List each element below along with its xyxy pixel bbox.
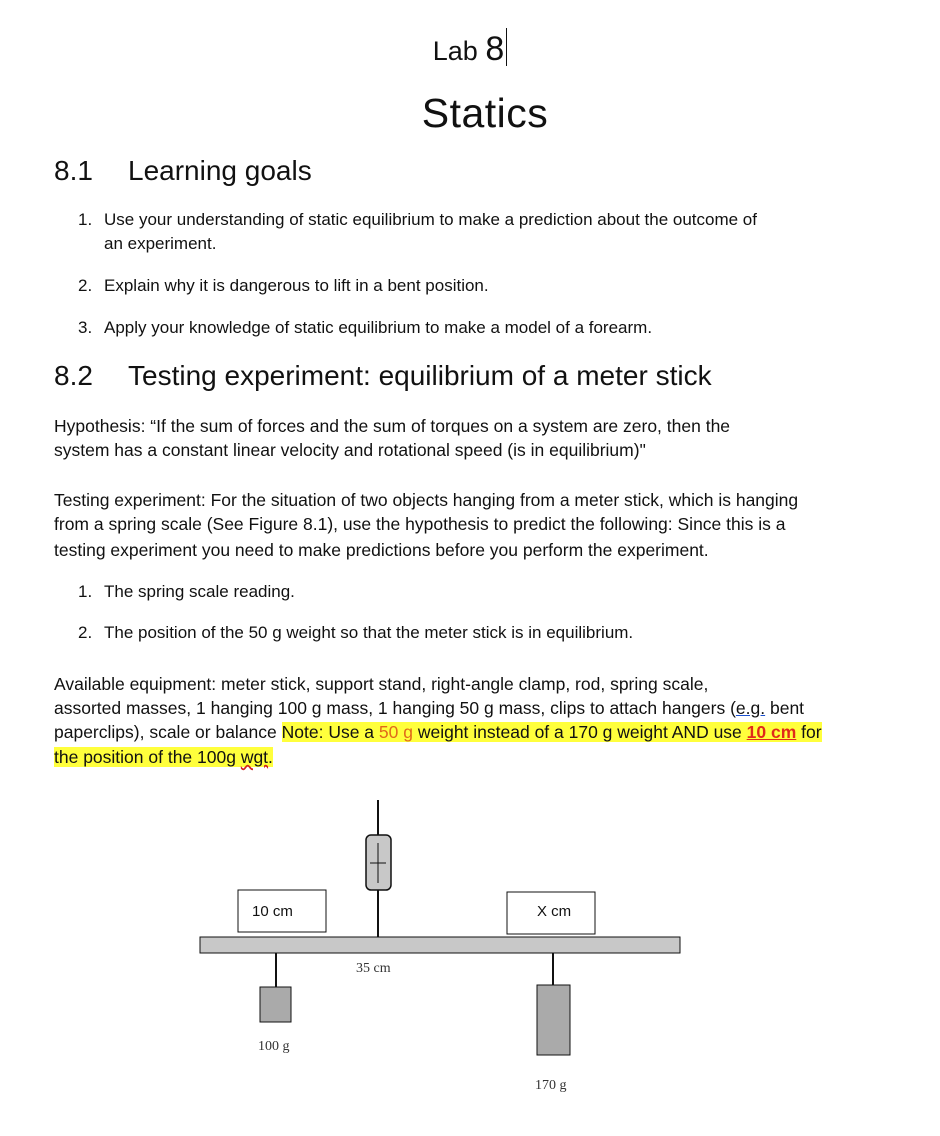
lab-prefix: Lab	[432, 36, 478, 66]
equipment-line	[54, 745, 273, 769]
section-heading-learning-goals	[54, 155, 312, 187]
label-right: X cm	[537, 903, 572, 920]
pivot-label: 35 cm	[356, 961, 391, 976]
meter-stick-diagram	[190, 795, 690, 1105]
equipment-line	[54, 720, 822, 744]
list-text: Apply your knowledge of static equilibrium to make a model of a forearm.	[104, 318, 653, 337]
note-wgt: wgt	[240, 747, 269, 767]
testing-line: Testing experiment: For the situation of two objects hanging from a meter stick, which is hanging	[54, 490, 799, 510]
note-highlight	[282, 722, 822, 742]
lab-header	[0, 28, 940, 69]
equipment-eg: e.g.	[735, 698, 766, 718]
mass-right	[537, 985, 570, 1055]
note-text: the position of the 100g	[54, 747, 241, 767]
equipment-line: Available equipment: meter stick, support stand, right-angle clamp, rod, spring scale,	[54, 674, 709, 694]
section-title: Learning goals	[128, 155, 312, 186]
hypothesis-line: system has a constant linear velocity and rotational speed (is in equilibrium)"	[54, 440, 646, 460]
label-left: 10 cm	[252, 903, 293, 920]
note-10cm: 10 cm	[746, 722, 797, 742]
testing-line: from a spring scale (See Figure 8.1), use the hypothesis to predict the following: Since this is a	[54, 514, 786, 534]
note-text: for	[796, 722, 822, 742]
lab-number: 8	[485, 30, 505, 68]
equipment-line	[54, 696, 804, 720]
list-text: The spring scale reading.	[104, 582, 295, 601]
note-text: Note: Use a	[281, 722, 379, 742]
section-number: 8.1	[54, 155, 93, 186]
hypothesis-line: Hypothesis: “If the sum of forces and the sum of torques on a system are zero, then the	[54, 416, 731, 436]
equipment-text: paperclips), scale or balance	[54, 722, 282, 742]
testing-line: testing experiment you need to make predictions before you perform the experiment.	[54, 540, 709, 560]
section-heading-testing-experiment	[54, 360, 712, 392]
meter-stick	[200, 937, 680, 953]
page-title: Statics	[421, 90, 549, 136]
mass-left-label: 100 g	[258, 1039, 290, 1054]
section-title: Testing experiment: equilibrium of a meter stick	[128, 360, 712, 391]
list-text: Use your understanding of static equilibrium to make a prediction about the outcome of	[104, 210, 757, 229]
list-text: an experiment.	[104, 234, 217, 253]
list-text: Explain why it is dangerous to lift in a bent position.	[104, 276, 489, 295]
note-text: .	[268, 747, 273, 767]
note-50g: 50 g	[378, 722, 413, 742]
mass-left	[260, 987, 291, 1022]
list-number: 2.	[78, 623, 93, 642]
list-text: The position of the 50 g weight so that the meter stick is in equilibrium.	[104, 623, 634, 642]
section-number: 8.2	[54, 360, 93, 391]
equipment-text: assorted masses, 1 hanging 100 g mass, 1 hanging 50 g mass, clips to attach hangers (	[54, 698, 736, 718]
equipment-text: bent	[765, 698, 805, 718]
note-highlight	[54, 747, 273, 767]
list-number: 2.	[78, 276, 93, 295]
list-number: 3.	[78, 318, 93, 337]
text-cursor	[506, 28, 507, 66]
list-number: 1.	[78, 582, 93, 601]
note-text: weight instead of a 170 g weight AND use	[412, 722, 747, 742]
mass-right-label: 170 g	[535, 1078, 567, 1093]
list-number: 1.	[78, 210, 93, 229]
